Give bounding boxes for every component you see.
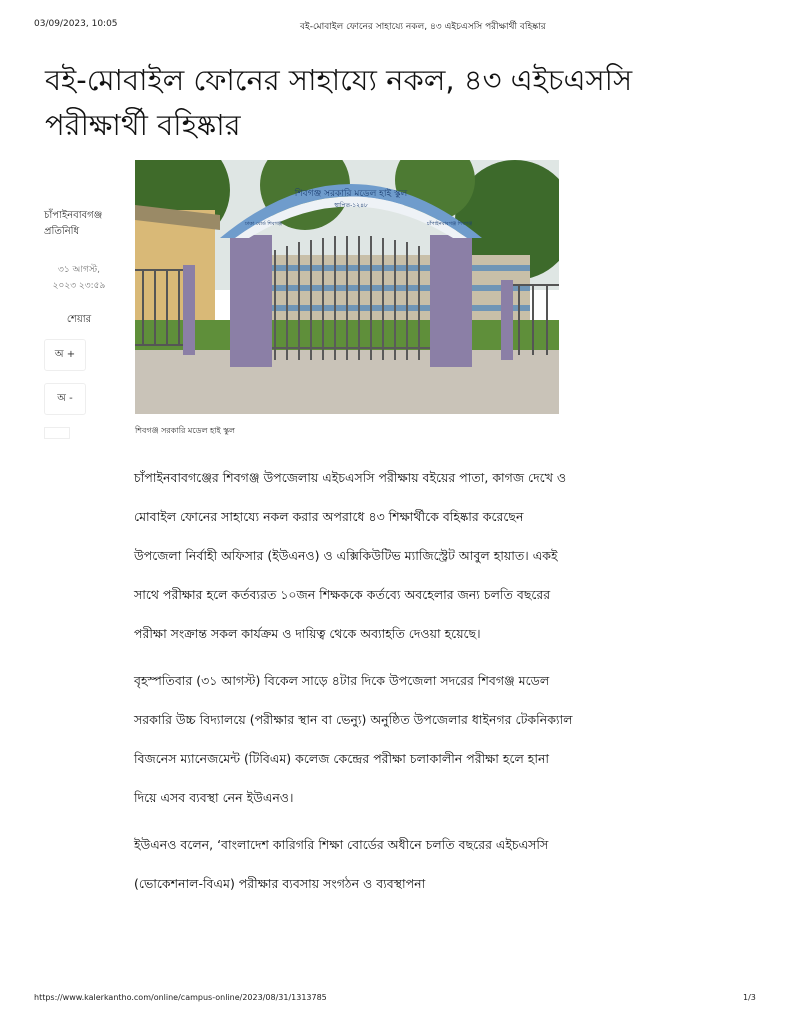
article-body xyxy=(134,458,574,903)
publish-date-line2: ২০২৩ ২৩:৫৯ xyxy=(52,281,106,291)
gate-sign-text: শিবগঞ্জ সরকারি মডেল হাই স্কুল xyxy=(294,189,408,199)
font-increase-button[interactable]: অ + xyxy=(44,339,86,371)
article-headline: বই-মোবাইল ফোনের সাহায্যে নকল, ৪৩ এইচএসসি পরীক্ষার্থী বহিষ্কার xyxy=(45,63,633,142)
more-button[interactable] xyxy=(44,427,70,439)
print-page-title: বই-মোবাইল ফোনের সাহায্যে নকল, ৪৩ এইচএসসি পরীক্ষার্থী বহিষ্কার xyxy=(300,22,546,32)
school-gate-image xyxy=(135,160,559,414)
author-byline[interactable] xyxy=(44,208,124,240)
font-decrease-button[interactable]: অ - xyxy=(44,383,86,415)
article-photo xyxy=(135,160,559,414)
print-url[interactable]: https://www.kalerkantho.com/online/campus-online/2023/08/31/1313785 xyxy=(34,993,327,1002)
gate-sign-year: স্থাপিত-১২৪৮ xyxy=(334,202,368,209)
share-label[interactable]: শেয়ার xyxy=(66,314,92,325)
article-paragraph: ইউএনও বলেন, ‘বাংলাদেশ কারিগরি শিক্ষা বোর্ডের অধীনে চলতি বছরের এইচএসসি (ভোকেশনাল-বিএম) পরীক্ষার ব্যবসায় সংগঠন ও ব্যবস্থাপনা xyxy=(134,837,549,891)
author-role: প্রতিনিধি xyxy=(44,226,80,237)
publish-date xyxy=(44,262,114,294)
article-paragraph: চাঁপাইনবাবগঞ্জের শিবগঞ্জ উপজেলায় এইচএসসি পরীক্ষায় বইয়ের পাতা, কাগজ দেখে ও মোবাইল ফোনের সাহায্যে নকল করার অপরাধে ৪৩ শিক্ষার্থীকে বহিষ্কার করেছেন উপজেলা নির্বাহী অফিসার (ইউএনও) ও এক্সিকিউটিভ ম্যাজিস্ট্রেট আবুল হায়াত। একই সাথে পরীক্ষার হলে কর্তব্যরত ১০জন শিক্ষককে কর্তব্যে অবহেলার জন্য চলতি বছরের পরীক্ষা সংক্রান্ত সকল কার্যক্রম ও দায়িত্ব থেকে অব্যাহতি দেওয়া হয়েছে। xyxy=(134,470,567,641)
print-datetime: 03/09/2023, 10:05 xyxy=(34,19,118,29)
photo-caption: শিবগঞ্জ সরকারি মডেল হাই স্কুল xyxy=(135,426,235,435)
print-page-number: 1/3 xyxy=(743,993,756,1002)
article-sidebar xyxy=(44,208,124,439)
author-location: চাঁপাইনবাবগঞ্জ xyxy=(44,210,103,221)
gate-sign-left: ঢাকা বোর্ড শিবগঞ্জ xyxy=(245,221,283,227)
gate-sign-right: চাঁপাইনবাবগঞ্জ শিবগঞ্জ xyxy=(427,221,473,227)
article-paragraph: বৃহস্পতিবার (৩১ আগস্ট) বিকেল সাড়ে ৪টার দিকে উপজেলা সদরের শিবগঞ্জ মডেল সরকারি উচ্চ বিদ্যালয়ে (পরীক্ষার স্থান বা ভেন্যু) অনুষ্ঠিত উপজেলার ধাইনগর টেকনিক্যাল বিজনেস ম্যানেজমেন্ট (টিবিএম) কলেজ কেন্দ্রের পরীক্ষা চলাকালীন পরীক্ষা হলে হানা দিয়ে এসব ব্যবস্থা নেন ইউএনও। xyxy=(134,673,573,805)
publish-date-line1: ৩১ আগস্ট, xyxy=(58,265,100,275)
